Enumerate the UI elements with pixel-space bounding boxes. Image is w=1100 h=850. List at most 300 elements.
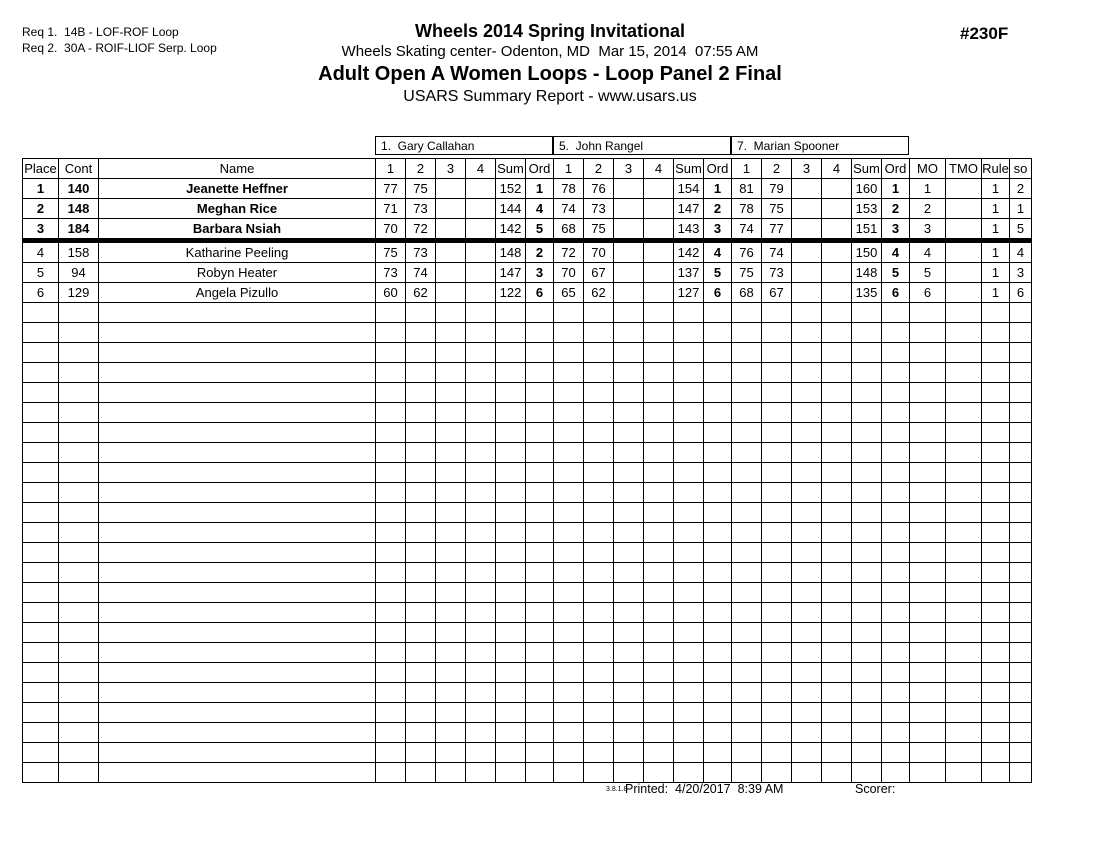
score-cell xyxy=(644,263,674,283)
tmo-cell xyxy=(946,703,982,723)
ord-cell: 6 xyxy=(704,283,732,303)
name-cell xyxy=(99,423,376,443)
score-cell xyxy=(466,583,496,603)
score-cell xyxy=(614,423,644,443)
ord-cell: 2 xyxy=(526,241,554,263)
sum-cell xyxy=(496,363,526,383)
score-cell: 73 xyxy=(376,263,406,283)
score-cell xyxy=(762,723,792,743)
score-cell xyxy=(436,219,466,241)
place-cell xyxy=(23,583,59,603)
ord-cell xyxy=(526,303,554,323)
ord-cell xyxy=(882,303,910,323)
sum-cell xyxy=(674,503,704,523)
score-cell xyxy=(436,179,466,199)
score-cell xyxy=(762,743,792,763)
score-cell xyxy=(406,623,436,643)
cont-cell: 129 xyxy=(59,283,99,303)
name-cell xyxy=(99,743,376,763)
so-cell xyxy=(1010,443,1032,463)
ord-cell xyxy=(704,303,732,323)
score-cell xyxy=(792,303,822,323)
score-cell xyxy=(614,199,644,219)
name-cell xyxy=(99,483,376,503)
score-cell xyxy=(732,463,762,483)
score-cell xyxy=(376,383,406,403)
sum-cell xyxy=(496,443,526,463)
sum-cell xyxy=(496,763,526,783)
place-cell: 3 xyxy=(23,219,59,241)
score-cell: 73 xyxy=(406,241,436,263)
score-cell xyxy=(822,443,852,463)
so-cell xyxy=(1010,663,1032,683)
score-cell: 60 xyxy=(376,283,406,303)
score-cell xyxy=(614,179,644,199)
score-cell xyxy=(644,503,674,523)
score-cell xyxy=(376,463,406,483)
ord-cell xyxy=(704,583,732,603)
score-cell xyxy=(644,443,674,463)
place-cell xyxy=(23,543,59,563)
place-cell xyxy=(23,723,59,743)
ord-cell: 3 xyxy=(704,219,732,241)
score-cell: 74 xyxy=(732,219,762,241)
name-cell: Robyn Heater xyxy=(99,263,376,283)
col-header: Rule xyxy=(982,159,1010,179)
score-cell xyxy=(554,503,584,523)
score-cell xyxy=(554,743,584,763)
ord-cell xyxy=(526,563,554,583)
score-cell xyxy=(584,563,614,583)
score-cell xyxy=(406,663,436,683)
sum-cell xyxy=(674,743,704,763)
score-cell xyxy=(614,323,644,343)
mo-cell xyxy=(910,483,946,503)
sum-cell xyxy=(674,643,704,663)
sum-cell: 142 xyxy=(496,219,526,241)
score-cell xyxy=(822,219,852,241)
score-cell xyxy=(436,543,466,563)
score-cell xyxy=(466,343,496,363)
rule-cell: 1 xyxy=(982,241,1010,263)
result-row xyxy=(23,263,1032,283)
sum-cell: 152 xyxy=(496,179,526,199)
score-cell: 75 xyxy=(762,199,792,219)
score-cell xyxy=(584,403,614,423)
score-cell xyxy=(644,323,674,343)
score-cell xyxy=(822,241,852,263)
score-cell xyxy=(376,403,406,423)
ord-cell xyxy=(704,563,732,583)
score-cell xyxy=(406,363,436,383)
place-cell xyxy=(23,383,59,403)
score-cell xyxy=(406,323,436,343)
name-cell xyxy=(99,543,376,563)
report-subtitle: USARS Summary Report - www.usars.us xyxy=(403,88,697,105)
score-cell: 67 xyxy=(762,283,792,303)
sum-cell xyxy=(852,623,882,643)
name-cell xyxy=(99,523,376,543)
col-header: MO xyxy=(910,159,946,179)
ord-cell: 5 xyxy=(882,263,910,283)
score-cell xyxy=(644,363,674,383)
score-cell xyxy=(584,623,614,643)
score-cell xyxy=(822,543,852,563)
mo-cell xyxy=(910,383,946,403)
name-cell: Katharine Peeling xyxy=(99,241,376,263)
score-cell xyxy=(792,263,822,283)
sum-cell xyxy=(496,583,526,603)
score-cell xyxy=(644,423,674,443)
score-cell xyxy=(436,583,466,603)
ord-cell: 4 xyxy=(882,241,910,263)
score-cell xyxy=(584,603,614,623)
name-cell xyxy=(99,363,376,383)
cont-cell: 94 xyxy=(59,263,99,283)
name-cell: Meghan Rice xyxy=(99,199,376,219)
ord-cell xyxy=(704,603,732,623)
mo-cell xyxy=(910,423,946,443)
score-cell xyxy=(466,663,496,683)
cont-cell xyxy=(59,523,99,543)
sum-cell xyxy=(852,563,882,583)
score-cell xyxy=(762,563,792,583)
score-cell: 79 xyxy=(762,179,792,199)
score-cell: 68 xyxy=(554,219,584,241)
score-cell xyxy=(762,523,792,543)
score-cell xyxy=(406,703,436,723)
place-cell xyxy=(23,423,59,443)
so-cell xyxy=(1010,723,1032,743)
so-cell xyxy=(1010,463,1032,483)
ord-cell xyxy=(704,483,732,503)
so-cell xyxy=(1010,563,1032,583)
score-cell xyxy=(466,763,496,783)
mo-cell: 1 xyxy=(910,179,946,199)
score-cell xyxy=(376,543,406,563)
tmo-cell xyxy=(946,643,982,663)
score-cell xyxy=(614,663,644,683)
score-cell xyxy=(644,723,674,743)
tmo-cell xyxy=(946,423,982,443)
score-cell: 73 xyxy=(406,199,436,219)
ord-cell xyxy=(882,663,910,683)
ord-cell xyxy=(526,343,554,363)
score-cell xyxy=(436,683,466,703)
score-cell xyxy=(732,363,762,383)
tmo-cell xyxy=(946,199,982,219)
score-cell xyxy=(822,403,852,423)
score-cell xyxy=(792,179,822,199)
score-cell xyxy=(644,523,674,543)
score-cell xyxy=(614,723,644,743)
empty-row xyxy=(23,563,1032,583)
score-cell xyxy=(466,443,496,463)
sum-cell: 147 xyxy=(496,263,526,283)
mo-cell xyxy=(910,443,946,463)
sum-cell xyxy=(852,663,882,683)
ord-cell xyxy=(526,423,554,443)
place-cell xyxy=(23,363,59,383)
score-cell xyxy=(822,523,852,543)
score-cell xyxy=(436,763,466,783)
name-cell xyxy=(99,723,376,743)
ord-cell xyxy=(882,623,910,643)
score-cell xyxy=(732,303,762,323)
score-cell xyxy=(554,423,584,443)
name-cell xyxy=(99,683,376,703)
score-cell xyxy=(822,343,852,363)
score-cell: 72 xyxy=(554,241,584,263)
score-cell xyxy=(554,663,584,683)
score-cell xyxy=(376,703,406,723)
ord-cell xyxy=(704,403,732,423)
ord-cell xyxy=(526,583,554,603)
score-cell xyxy=(614,219,644,241)
score-cell xyxy=(554,723,584,743)
col-header: Sum xyxy=(674,159,704,179)
so-cell: 3 xyxy=(1010,263,1032,283)
score-cell xyxy=(732,763,762,783)
event-number: #230F xyxy=(960,24,1009,43)
score-cell xyxy=(822,623,852,643)
score-cell xyxy=(644,383,674,403)
tmo-cell xyxy=(946,563,982,583)
score-cell xyxy=(376,343,406,363)
score-cell xyxy=(466,723,496,743)
cont-cell xyxy=(59,723,99,743)
sum-cell xyxy=(674,363,704,383)
tmo-cell xyxy=(946,263,982,283)
cont-cell xyxy=(59,623,99,643)
rule-cell: 1 xyxy=(982,283,1010,303)
score-cell xyxy=(466,283,496,303)
ord-cell xyxy=(704,463,732,483)
score-cell xyxy=(762,683,792,703)
score-cell xyxy=(466,523,496,543)
ord-cell xyxy=(526,443,554,463)
sum-cell: 122 xyxy=(496,283,526,303)
ord-cell xyxy=(526,523,554,543)
cont-cell: 140 xyxy=(59,179,99,199)
score-cell xyxy=(554,343,584,363)
ord-cell xyxy=(882,463,910,483)
col-header: Name xyxy=(99,159,376,179)
sum-cell xyxy=(496,683,526,703)
empty-row xyxy=(23,763,1032,783)
sum-cell: 127 xyxy=(674,283,704,303)
col-header: 4 xyxy=(466,159,496,179)
score-cell xyxy=(614,343,644,363)
score-cell xyxy=(614,543,644,563)
score-cell xyxy=(406,463,436,483)
ord-cell xyxy=(526,623,554,643)
score-cell xyxy=(614,283,644,303)
category-title: Adult Open A Women Loops - Loop Panel 2 Final xyxy=(318,63,782,85)
ord-cell xyxy=(882,683,910,703)
tmo-cell xyxy=(946,743,982,763)
ord-cell xyxy=(526,403,554,423)
score-cell xyxy=(822,603,852,623)
rule-cell xyxy=(982,683,1010,703)
score-cell xyxy=(376,743,406,763)
rule-cell xyxy=(982,323,1010,343)
rule-cell xyxy=(982,343,1010,363)
score-cell xyxy=(584,723,614,743)
score-cell xyxy=(822,303,852,323)
score-cell xyxy=(466,603,496,623)
score-cell xyxy=(376,583,406,603)
score-cell xyxy=(792,483,822,503)
score-cell xyxy=(644,683,674,703)
sum-cell xyxy=(674,523,704,543)
ord-cell: 3 xyxy=(882,219,910,241)
score-cell xyxy=(732,663,762,683)
score-cell xyxy=(762,643,792,663)
tmo-cell xyxy=(946,303,982,323)
ord-cell: 4 xyxy=(526,199,554,219)
score-cell xyxy=(732,643,762,663)
ord-cell xyxy=(704,663,732,683)
so-cell xyxy=(1010,363,1032,383)
score-cell xyxy=(822,283,852,303)
sum-cell xyxy=(496,543,526,563)
rule-cell: 1 xyxy=(982,263,1010,283)
score-cell: 76 xyxy=(732,241,762,263)
score-cell xyxy=(762,543,792,563)
col-header: 4 xyxy=(822,159,852,179)
cont-cell xyxy=(59,483,99,503)
tmo-cell xyxy=(946,363,982,383)
mo-cell xyxy=(910,463,946,483)
col-header: Sum xyxy=(496,159,526,179)
rule-cell xyxy=(982,443,1010,463)
cont-cell: 184 xyxy=(59,219,99,241)
name-cell: Barbara Nsiah xyxy=(99,219,376,241)
cont-cell xyxy=(59,323,99,343)
score-cell: 70 xyxy=(584,241,614,263)
score-cell xyxy=(584,443,614,463)
score-cell xyxy=(376,503,406,523)
score-cell xyxy=(762,503,792,523)
mo-cell xyxy=(910,323,946,343)
score-cell xyxy=(436,403,466,423)
score-cell xyxy=(822,263,852,283)
score-cell xyxy=(822,703,852,723)
score-cell xyxy=(466,263,496,283)
place-cell xyxy=(23,443,59,463)
score-cell xyxy=(466,323,496,343)
place-cell xyxy=(23,603,59,623)
so-cell xyxy=(1010,543,1032,563)
sum-cell xyxy=(852,703,882,723)
rule-cell xyxy=(982,743,1010,763)
score-cell xyxy=(406,643,436,663)
ord-cell xyxy=(526,643,554,663)
score-cell xyxy=(614,241,644,263)
ord-cell xyxy=(882,363,910,383)
score-cell xyxy=(436,563,466,583)
score-cell xyxy=(466,483,496,503)
sum-cell xyxy=(852,683,882,703)
score-cell xyxy=(584,363,614,383)
place-cell xyxy=(23,743,59,763)
score-cell: 65 xyxy=(554,283,584,303)
score-cell: 81 xyxy=(732,179,762,199)
empty-row xyxy=(23,303,1032,323)
score-cell xyxy=(822,583,852,603)
score-cell xyxy=(466,503,496,523)
score-cell xyxy=(406,383,436,403)
empty-row xyxy=(23,583,1032,603)
score-cell xyxy=(584,703,614,723)
mo-cell xyxy=(910,303,946,323)
rule-cell xyxy=(982,703,1010,723)
score-cell xyxy=(822,323,852,343)
score-cell xyxy=(436,483,466,503)
place-cell xyxy=(23,763,59,783)
empty-row xyxy=(23,643,1032,663)
sum-cell xyxy=(496,663,526,683)
score-cell xyxy=(584,463,614,483)
ord-cell xyxy=(526,363,554,383)
empty-row xyxy=(23,723,1032,743)
ord-cell xyxy=(704,543,732,563)
ord-cell xyxy=(882,603,910,623)
score-cell xyxy=(584,683,614,703)
sum-cell xyxy=(674,763,704,783)
score-cell xyxy=(792,643,822,663)
sum-cell xyxy=(674,583,704,603)
score-cell xyxy=(584,303,614,323)
col-header: Sum xyxy=(852,159,882,179)
ord-cell xyxy=(526,683,554,703)
rule-cell xyxy=(982,643,1010,663)
score-cell: 72 xyxy=(406,219,436,241)
sum-cell xyxy=(496,723,526,743)
sum-cell xyxy=(852,743,882,763)
score-cell xyxy=(584,663,614,683)
mo-cell xyxy=(910,603,946,623)
tmo-cell xyxy=(946,503,982,523)
score-cell xyxy=(792,463,822,483)
sum-cell xyxy=(674,483,704,503)
tmo-cell xyxy=(946,763,982,783)
place-cell xyxy=(23,683,59,703)
cont-cell: 158 xyxy=(59,241,99,263)
sum-cell xyxy=(674,683,704,703)
score-cell xyxy=(762,383,792,403)
so-cell xyxy=(1010,403,1032,423)
name-cell xyxy=(99,703,376,723)
score-cell xyxy=(614,363,644,383)
rule-cell: 1 xyxy=(982,199,1010,219)
cont-cell xyxy=(59,703,99,723)
score-cell xyxy=(732,743,762,763)
score-cell xyxy=(792,763,822,783)
sum-cell xyxy=(852,643,882,663)
ord-cell xyxy=(704,423,732,443)
score-cell xyxy=(644,241,674,263)
mo-cell xyxy=(910,543,946,563)
score-cell xyxy=(614,463,644,483)
mo-cell xyxy=(910,643,946,663)
score-cell xyxy=(644,219,674,241)
place-cell xyxy=(23,483,59,503)
empty-row xyxy=(23,683,1032,703)
sum-cell: 143 xyxy=(674,219,704,241)
score-cell xyxy=(436,523,466,543)
